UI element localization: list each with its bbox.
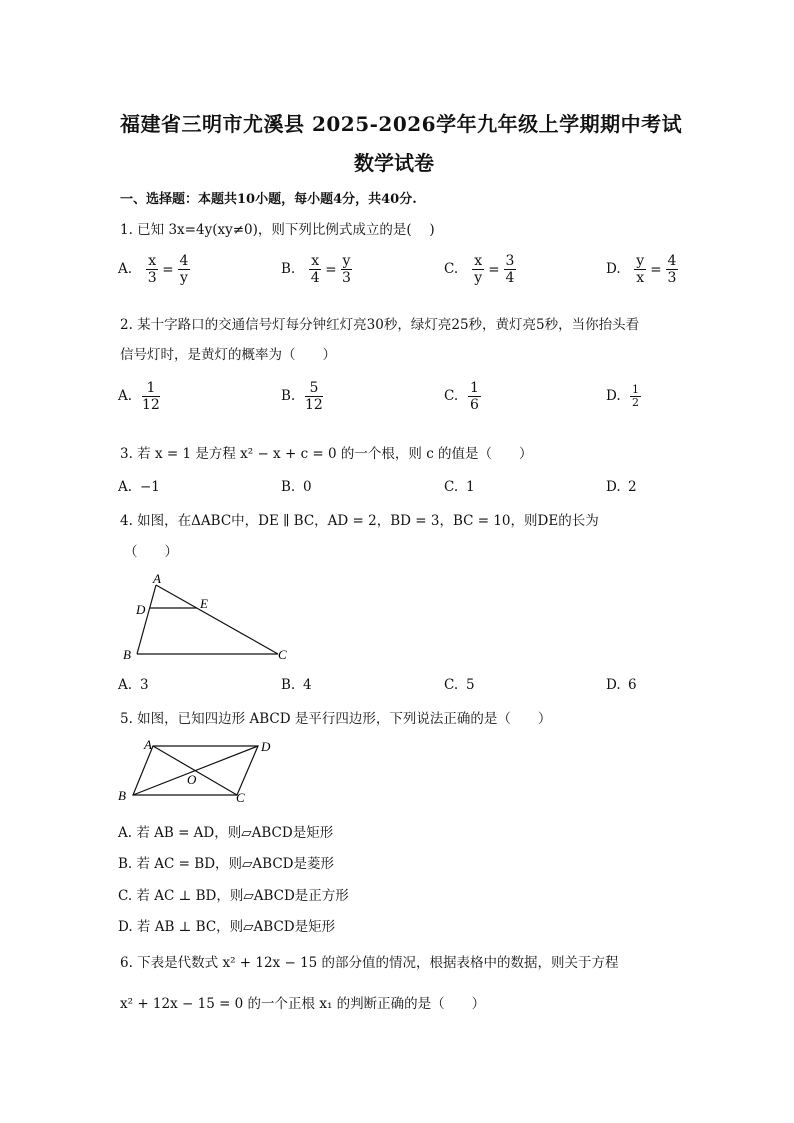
parallelogram-figure — [115, 733, 285, 808]
q1-option-b: B. $\frac{x}{4}$ = $\frac{y}{3}$ — [281, 253, 351, 286]
q4-option-a: A. 3 — [118, 677, 149, 693]
q1-option-a: A. $\frac{x}{3}$ = $\frac{4}{y}$ — [118, 253, 189, 286]
vertex-label-d: D — [136, 602, 146, 617]
question-6-line-1: 6. 下表是代数式 x² + 12x − 15 的部分值的情况，根据表格中的数据，则关于方程 — [120, 955, 619, 971]
side-ac — [156, 585, 278, 654]
q5-option-d: D. 若 AB ⊥ BC，则▱ABCD是矩形 — [118, 919, 336, 935]
q3-option-b: B. 0 — [281, 479, 312, 495]
q2-option-b: B. $\frac{5}{12}$ — [281, 380, 323, 413]
q4-option-b: B. 4 — [281, 677, 312, 693]
vertex-label-b: B — [118, 788, 126, 803]
q2-option-d: D. $\frac{1}{2}$ — [606, 383, 639, 409]
q3-option-a: A. −1 — [118, 479, 160, 495]
vertex-label-b: B — [123, 647, 131, 662]
vertex-label-c: C — [236, 790, 245, 805]
q4-option-d: D. 6 — [606, 677, 637, 693]
question-3-stem: 3. 若 x = 1 是方程 x² − x + c = 0 的一个根，则 c 的值是（ ） — [120, 446, 533, 462]
vertex-label-d: D — [261, 739, 271, 754]
question-2-line-1: 2. 某十字路口的交通信号灯每分钟红灯亮30秒，绿灯亮25秒，黄灯亮5秒，当你抬头看 — [120, 317, 640, 333]
q5-option-b: B. 若 AC = BD，则▱ABCD是菱形 — [118, 856, 334, 872]
q3-option-d: D. 2 — [606, 479, 637, 495]
option-label: C. — [444, 261, 459, 277]
option-label: B. — [281, 261, 296, 277]
triangle-figure — [115, 568, 300, 668]
option-label: D. — [606, 261, 621, 277]
question-4-line-1: 4. 如图，在ΔABC中，DE ∥ BC，AD = 2，BD = 3，BC = 10，则DE的长为 — [120, 513, 599, 529]
question-5-stem: 5. 如图，已知四边形 ABCD 是平行四边形，下列说法正确的是（ ） — [120, 711, 552, 727]
exam-title: 福建省三明市尤溪县 2025-2026学年九年级上学期期中考试 — [120, 112, 683, 136]
q2-option-c: C. $\frac{1}{6}$ — [444, 380, 479, 413]
question-1-stem: 1. 已知 3x=4y(xy≠0)，则下列比例式成立的是( ) — [120, 222, 435, 238]
q4-option-c: C. 5 — [444, 677, 475, 693]
exam-subtitle: 数学试卷 — [354, 151, 434, 175]
side-ab — [137, 585, 156, 654]
q2-option-a: A. $\frac{1}{12}$ — [118, 380, 160, 413]
vertex-label-a: A — [153, 571, 161, 586]
q5-option-a: A. 若 AB = AD，则▱ABCD是矩形 — [118, 825, 334, 841]
diagonal-bd — [133, 746, 258, 795]
vertex-label-c: C — [278, 647, 287, 662]
question-6-line-2: x² + 12x − 15 = 0 的一个正根 x₁ 的判断正确的是（ ） — [120, 996, 486, 1012]
q3-option-c: C. 1 — [444, 479, 475, 495]
option-label: A. — [118, 261, 133, 277]
center-label-o: O — [187, 772, 197, 787]
vertex-label-a: A — [144, 737, 152, 752]
question-4-line-2: （ ） — [124, 544, 178, 560]
q5-option-c: C. 若 AC ⊥ BD，则▱ABCD是正方形 — [118, 888, 349, 904]
section-heading-choice: 一、选择题：本题共10小题，每小题4分，共40分. — [120, 192, 417, 207]
q1-option-c: C. $\frac{x}{y}$ = $\frac{3}{4}$ — [444, 253, 515, 286]
vertex-label-e: E — [200, 596, 208, 611]
q1-option-d: D. $\frac{y}{x}$ = $\frac{4}{3}$ — [606, 253, 677, 286]
question-2-line-2: 信号灯时，是黄灯的概率为（ ） — [120, 347, 336, 363]
